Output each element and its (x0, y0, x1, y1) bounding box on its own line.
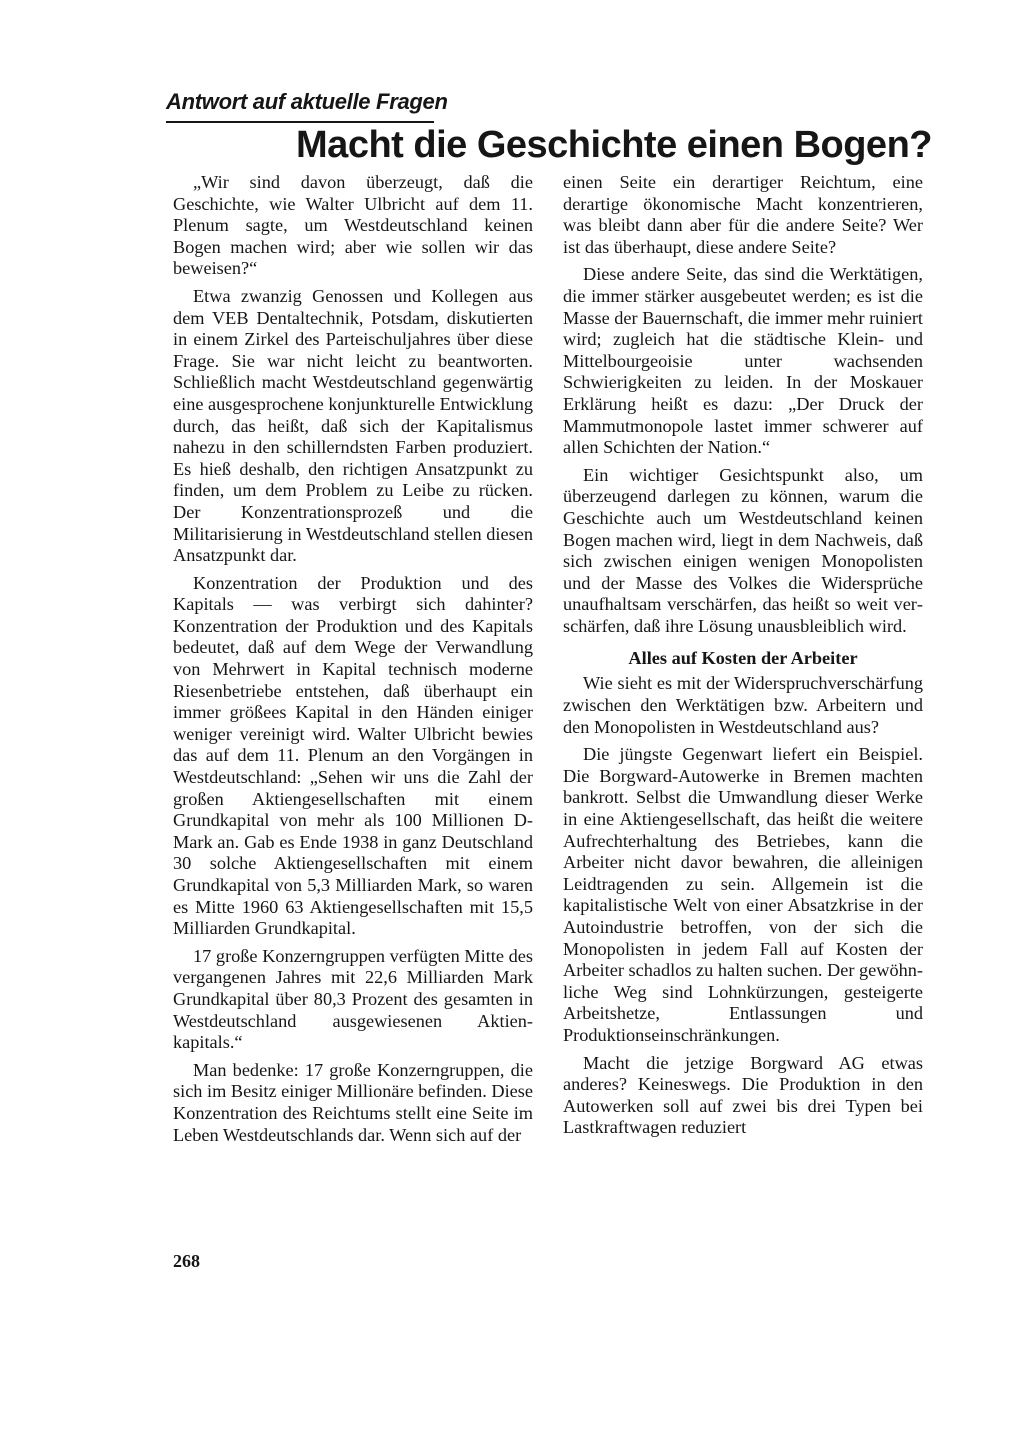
paragraph: Ein wichtiger Gesichtspunkt also, um überzeugend darlegen zu können, warum die Geschichte auch um Westdeutschland keinen Bogen machen wird, liegt in dem Nachweis, daß sich zwischen einigen wenigen Monopolisten und der Masse des Volkes die Widersprüche unaufhaltsam verschärfen, das heißt so weit verschärfen, daß ihre Lösung unausbleiblich wird. (563, 464, 923, 636)
article-headline: Macht die Geschichte einen Bogen? (296, 124, 932, 166)
paragraph: Wie sieht es mit der Widerspruchverschärfung zwischen den Werktätigen bzw. Arbeitern und den Monopolisten in Westdeutschland aus? (563, 673, 923, 737)
paragraph: „Wir sind davon überzeugt, daß die Geschichte, wie Walter Ulbricht auf dem 11. Plenum sagte, um Westdeutschland keinen Bogen machen wird; aber wie sollen wir das beweisen?“ (173, 172, 533, 279)
paragraph: 17 große Konzerngruppen verfügten Mitte des vergangenen Jahres mit 22,6 Milliarden Mark Grundkapital über 80,3 Prozent des gesamten in Westdeutschland ausgewiesenen Aktienkapitals.“ (173, 945, 533, 1053)
paragraph: Macht die jetzige Borgward AG etwas anderes? Keineswegs. Die Produktion in den Autowerken soll auf zwei bis drei Typen bei Lastkraftwagen reduziert (563, 1052, 923, 1138)
page-number: 268 (173, 1251, 200, 1271)
paragraph: Etwa zwanzig Genossen und Kollegen aus dem VEB Dentaltechnik, Potsdam, diskutierten in einem Zirkel des Parteischuljahres über diese Frage. Sie war nicht leicht zu beantworten. Schließlich macht Westdeutschland gegenwärtig eine ausgesprochene konjunkturelle Entwicklung durch, das heißt, daß sich der Kapitalismus nahezu in den schillerndsten Farben produziert. Es hieß deshalb, den richtigen Ansatzpunkt zu finden, um dem Problem zu Leibe zu rücken. Der Konzentrationsprozeß und die Militarisierung in Westdeutschland stellen diesen Ansatzpunkt dar. (173, 285, 533, 566)
right-column (563, 172, 923, 1145)
left-column (173, 172, 533, 1152)
paragraph: Die jüngste Gegenwart liefert ein Beispiel. Die Borgward-Autowerke in Bremen machten bankrott. Selbst die Umwandlung dieser Werke in eine Aktiengesellschaft, das heißt die weitere Aufrechterhaltung des Betriebes, kann die Arbeiter nicht davor bewahren, die alleinigen Leidtragenden zu sein. Allgemein ist die kapitalistische Welt von einer Absatzkrise in der Autoindustrie betroffen, von der sich die Monopolisten in jedem Fall auf Kosten der Arbeiter schadlos zu halten suchen. Der gewöhnliche Weg sind Lohnkürzungen, gesteigerte Arbeitshetze, Entlassungen und Produktionseinschränkungen. (563, 744, 923, 1045)
section-rubric: Antwort auf aktuelle Fragen (166, 89, 448, 114)
paragraph: Diese andere Seite, das sind die Werktätigen, die immer stärker ausgebeutet werden; es ist die Masse der Bauernschaft, die immer mehr ruiniert wird; zugleich hat die städtische Klein- und Mittelbourgeoisie unter wachsenden Schwierigkeiten zu leiden. In der Moskauer Erklärung heißt es dazu: „Der Druck der Mammutmonopole lastet immer schwerer auf allen Schichten der Nation.“ (563, 264, 923, 458)
paragraph: einen Seite ein derartiger Reichtum, eine derartige ökonomische Macht konzentrieren, was bleibt dann aber für die andere Seite? Wer ist das überhaupt, diese andere Seite? (563, 172, 923, 257)
section-subheading: Alles auf Kosten der Arbeiter (628, 648, 858, 669)
paragraph: Konzentration der Produktion und des Kapitals — was verbirgt sich dahinter? Konzentration der Produktion und des Kapitals bedeutet, daß auf dem Wege der Verwandlung von Mehrwert in Kapital technisch moderne Riesenbetriebe entstehen, daß überhaupt ein immer größees Kapital in den Händen einiger weniger vereinigt wird. Walter Ulbricht bewies das auf dem 11. Plenum an den Vorgängen in Westdeutschland: „Sehen wir uns die Zahl der großen Aktiengesellschaften mit einem Grundkapital von mehr als 100 Millionen D-Mark an. Gab es Ende 1938 in ganz Deutschland 30 solche Aktiengesellschaften mit einem Grundkapital von 5,3 Milliarden Mark, so waren es Mitte 1960 63 Aktiengesellschaften mit 15,5 Milliarden Grundkapital. (173, 572, 533, 939)
paragraph: Man bedenke: 17 große Konzerngruppen, die sich im Besitz einiger Millionäre befinden. Diese Konzentration des Reichtums stellt eine Seite im Leben Westdeutschlands dar. Wenn sich auf der (173, 1059, 533, 1145)
